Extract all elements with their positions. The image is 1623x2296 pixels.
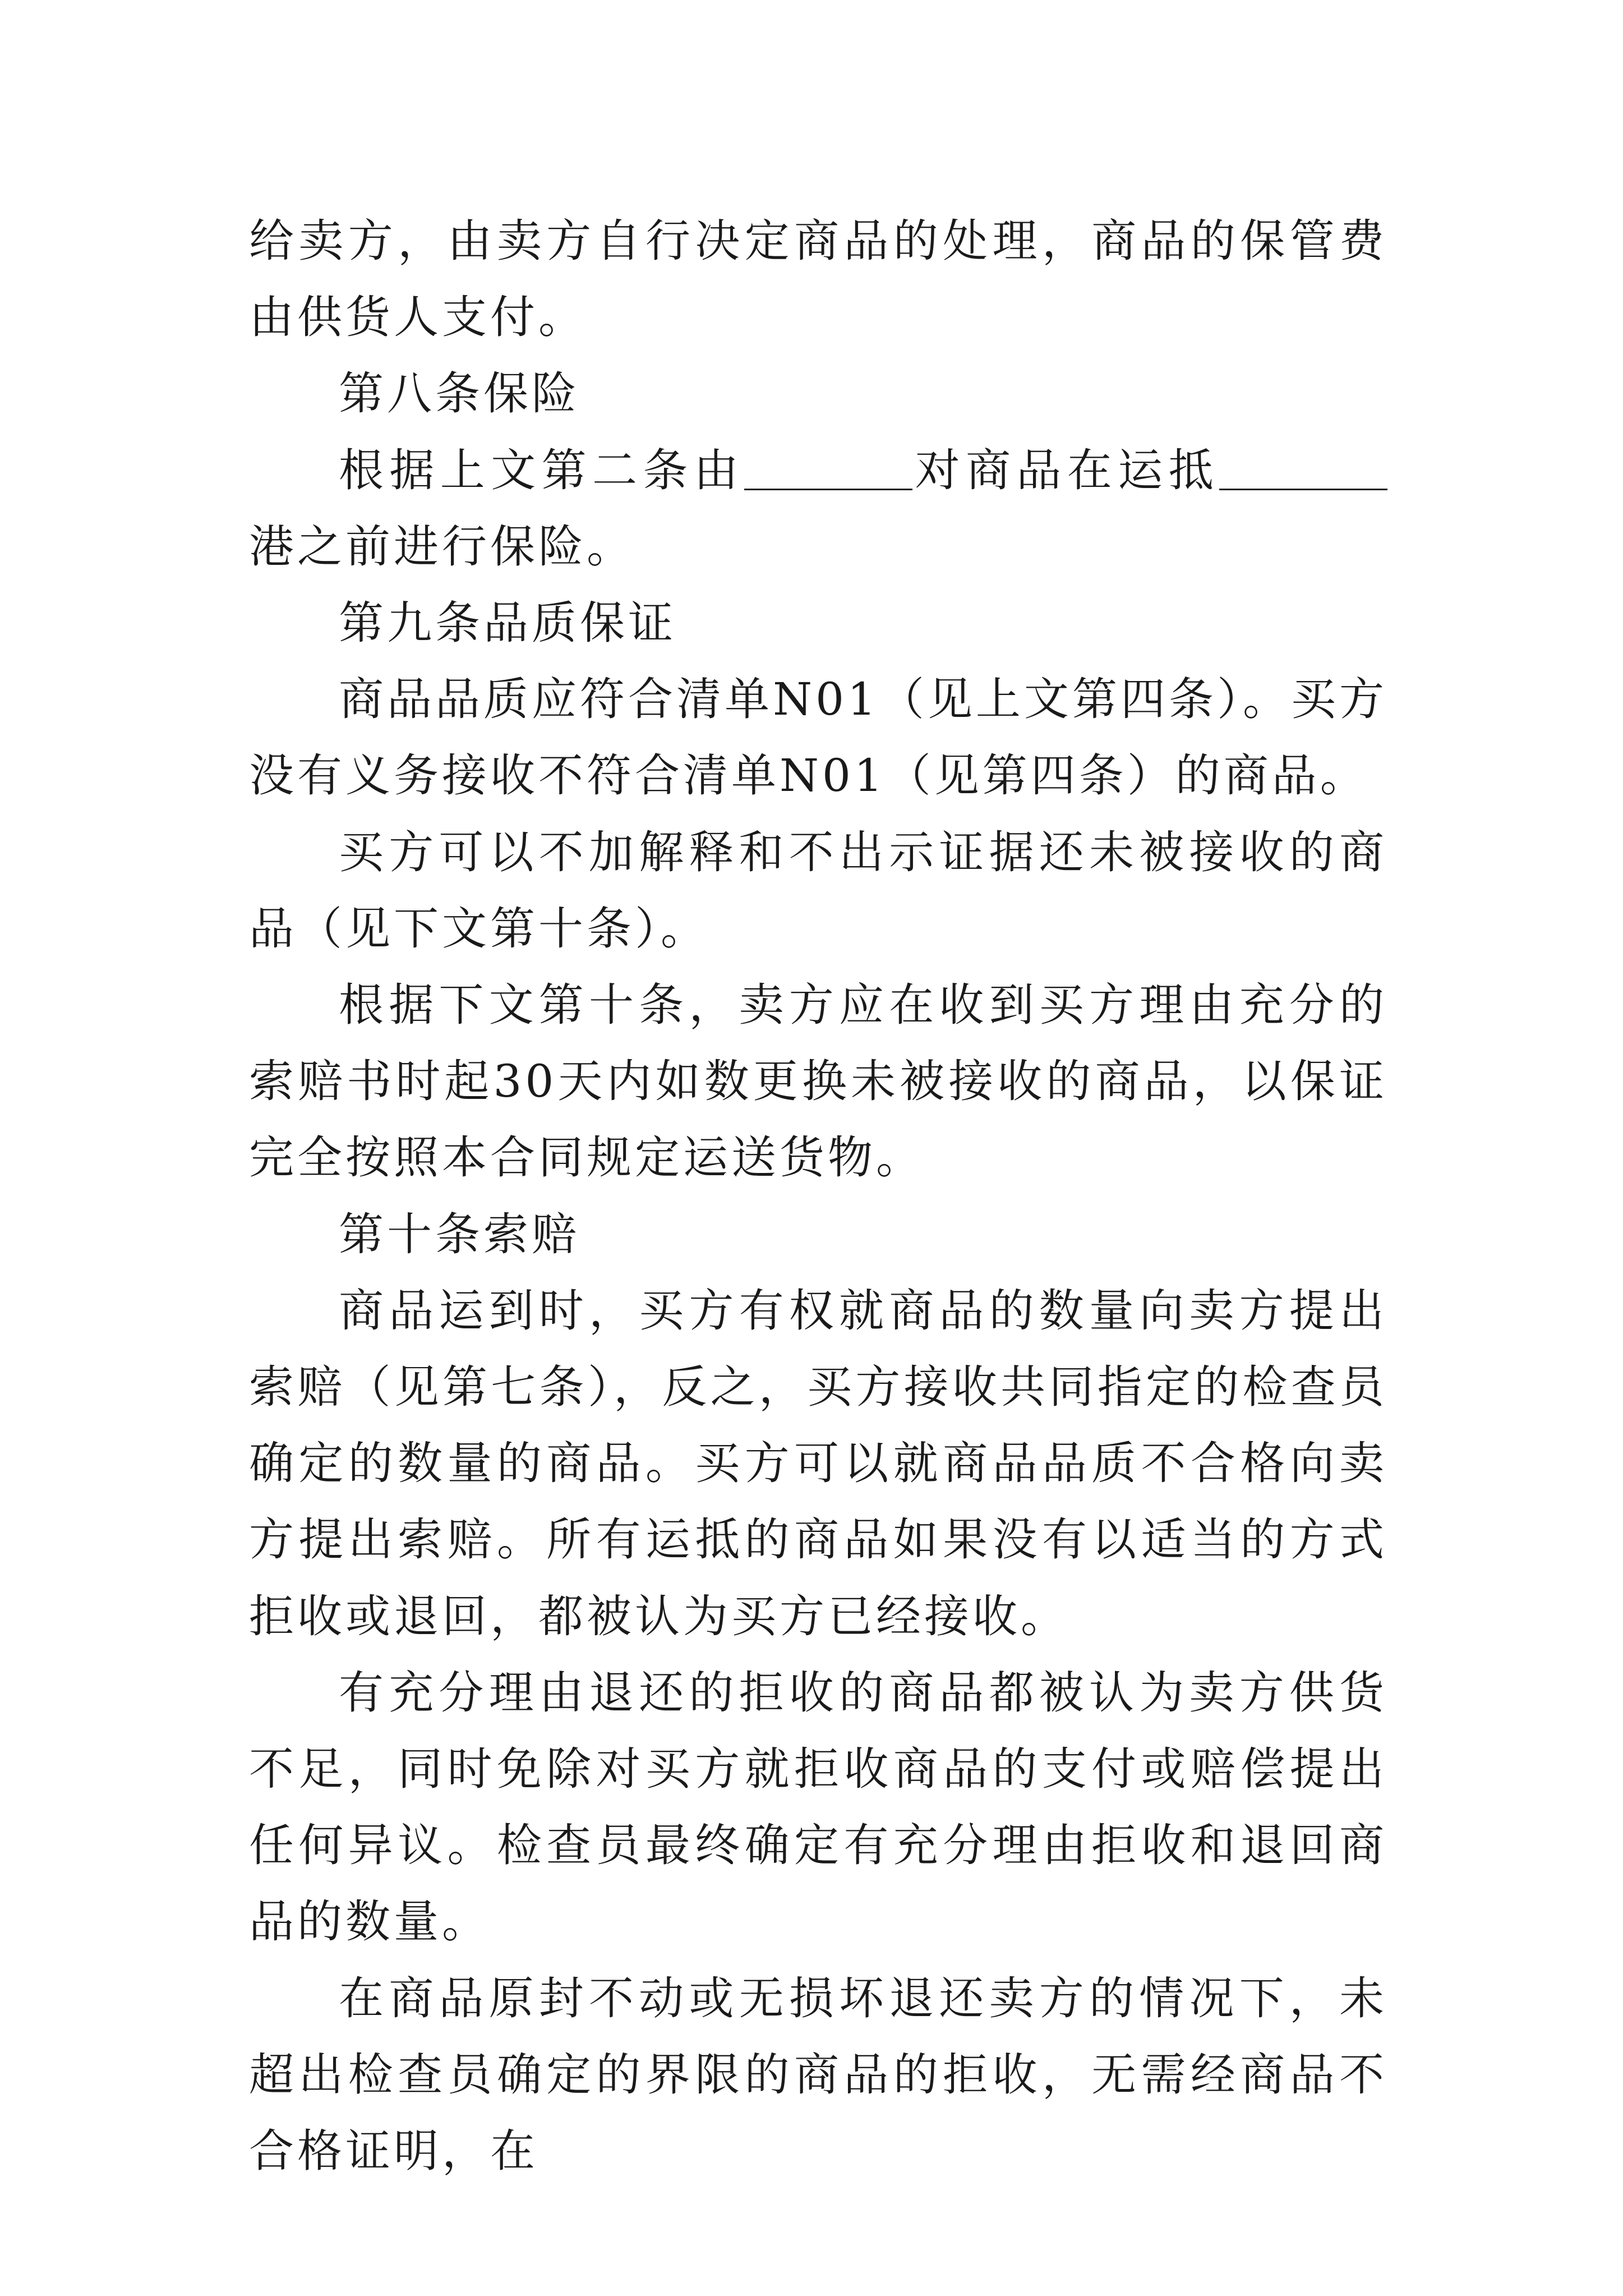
- paragraph-replacement: 根据下文第十条，卖方应在收到买方理由充分的索赔书时起30天内如数更换未被接收的商品，以保证完全按照本合同规定运送货物。: [249, 979, 1387, 1184]
- paragraph-rejection: 买方可以不加解释和不出示证据还未被接收的商品（见下文第十条）。: [249, 826, 1387, 955]
- insurance-text-part-2: 对商品在运抵: [912, 444, 1220, 496]
- paragraph-insurance: [249, 432, 1387, 585]
- heading-article-10-claims: 第十条索赔: [339, 1208, 580, 1260]
- insurance-text-part-1: 根据上文第二条由: [339, 444, 745, 496]
- heading-article-8-insurance: 第八条保险: [339, 367, 580, 420]
- blank-field-port: [1219, 449, 1387, 490]
- paragraph-quality-list: 商品品质应符合清单N01（见上文第四条）。买方没有义务接收不符合清单N01（见第四条）的商品。: [249, 673, 1387, 802]
- paragraph-return-conditions: 在商品原封不动或无损坏退还卖方的情况下，未超出检查员确定的界限的商品的拒收，无需经商品不合格证明，在: [249, 1972, 1387, 2178]
- insurance-text-part-3: 港之前进行保险。: [249, 520, 635, 573]
- heading-article-9-quality: 第九条品质保证: [339, 597, 676, 650]
- document-body: [249, 203, 1387, 2189]
- blank-field-insurer: [744, 449, 912, 490]
- paragraph-continuation: 给卖方，由卖方自行决定商品的处理，商品的保管费由供货人支付。: [249, 215, 1387, 344]
- paragraph-rejected-goods: 有充分理由退还的拒收的商品都被认为卖方供货不足，同时免除对买方就拒收商品的支付或赔偿提出任何异议。检查员最终确定有充分理由拒收和退回商品的数量。: [249, 1666, 1387, 1948]
- paragraph-claims: 商品运到时，买方有权就商品的数量向卖方提出索赔（见第七条），反之，买方接收共同指定的检查员确定的数量的商品。买方可以就商品品质不合格向卖方提出索赔。所有运抵的商品如果没有以适当的方式拒收或退回，都被认为买方已经接收。: [249, 1284, 1387, 1642]
